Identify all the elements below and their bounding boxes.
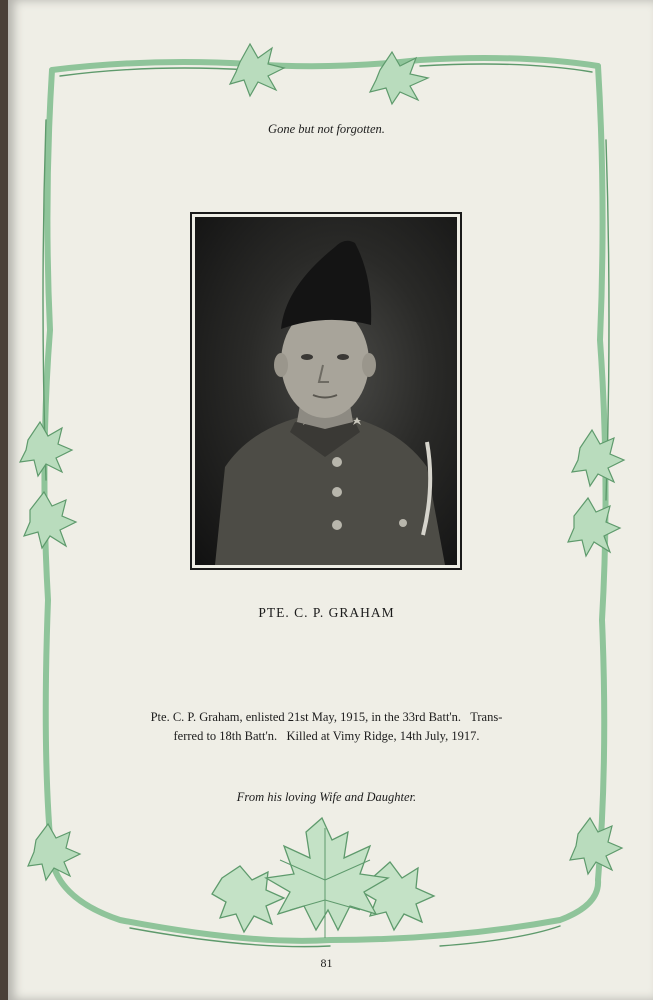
- top-leaves: [230, 44, 428, 104]
- soldier-portrait-photo: [195, 217, 457, 565]
- portrait-frame: [190, 212, 462, 570]
- bio-line-1: Pte. C. P. Graham, enlisted 21st May, 1915, in the 33rd Batt'n. Trans-: [150, 710, 503, 724]
- soldier-name-caption: PTE. C. P. GRAHAM: [258, 605, 395, 620]
- maple-leaf-cluster: [212, 818, 434, 932]
- service-record-text: [0, 708, 653, 746]
- page-number: 81: [320, 956, 333, 970]
- bio-line-2: ferred to 18th Batt'n. Killed at Vimy Ridge, 14th July, 1917.: [173, 729, 480, 743]
- motto: Gone but not forgotten.: [268, 122, 385, 136]
- dedication: From his loving Wife and Daughter.: [236, 790, 417, 804]
- portrait-illustration: [195, 217, 457, 565]
